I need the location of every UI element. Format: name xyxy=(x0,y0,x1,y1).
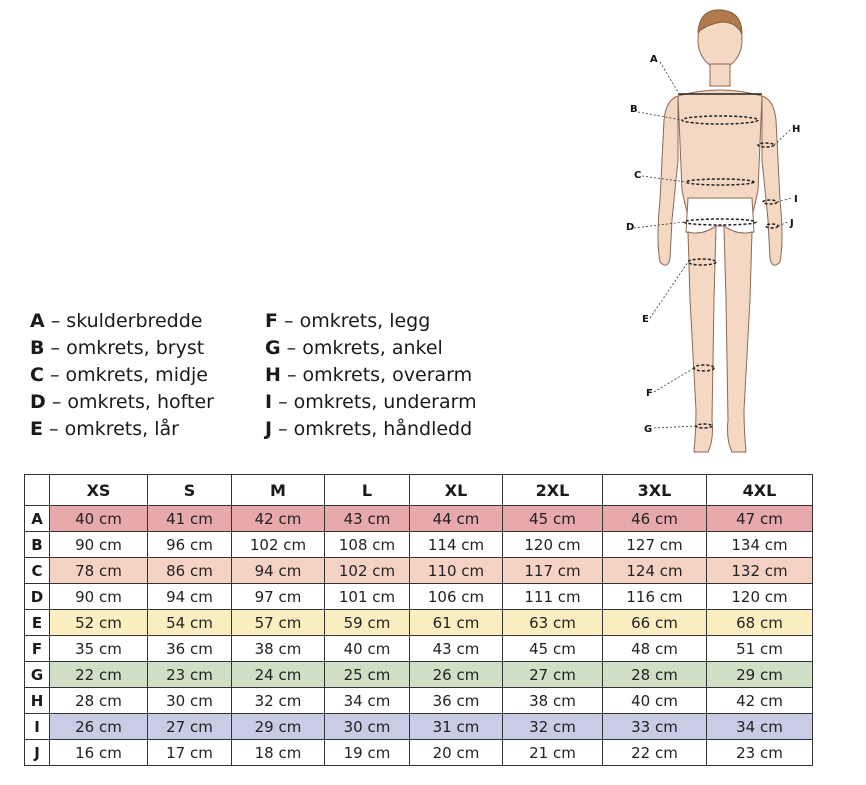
table-cell: 36 cm xyxy=(410,688,503,714)
table-cell: 102 cm xyxy=(232,532,325,558)
table-cell: 94 cm xyxy=(232,558,325,584)
table-cell: 28 cm xyxy=(50,688,148,714)
table-cell: 20 cm xyxy=(410,740,503,766)
table-row xyxy=(25,584,813,610)
legend-text: – omkrets, overarm xyxy=(280,364,473,386)
legend-right-column xyxy=(265,308,477,443)
table-cell: 41 cm xyxy=(148,506,232,532)
legend-letter: I xyxy=(265,391,273,413)
legend-text: – omkrets, håndledd xyxy=(272,418,473,440)
table-cell: 18 cm xyxy=(232,740,325,766)
figure-label-c: C xyxy=(634,170,642,181)
column-header: L xyxy=(325,475,410,506)
row-label: A xyxy=(25,506,50,532)
corner-cell xyxy=(25,475,50,506)
legend-letter: G xyxy=(265,337,281,359)
legend-item-c xyxy=(30,362,214,389)
legend-text: – skulderbredde xyxy=(44,310,203,332)
legend-item-f xyxy=(265,308,477,335)
legend-item-b xyxy=(30,335,214,362)
table-row xyxy=(25,662,813,688)
table-cell: 23 cm xyxy=(707,740,813,766)
legend-item-i xyxy=(265,389,477,416)
table-cell: 124 cm xyxy=(603,558,707,584)
size-table xyxy=(24,474,813,766)
table-cell: 96 cm xyxy=(148,532,232,558)
table-cell: 114 cm xyxy=(410,532,503,558)
table-row xyxy=(25,636,813,662)
table-cell: 24 cm xyxy=(232,662,325,688)
table-row xyxy=(25,532,813,558)
table-cell: 40 cm xyxy=(325,636,410,662)
legend-item-d xyxy=(30,389,214,416)
table-body xyxy=(25,506,813,766)
table-cell: 33 cm xyxy=(603,714,707,740)
table-cell: 54 cm xyxy=(148,610,232,636)
table-cell: 61 cm xyxy=(410,610,503,636)
column-header: 3XL xyxy=(603,475,707,506)
table-cell: 120 cm xyxy=(707,584,813,610)
table-cell: 43 cm xyxy=(410,636,503,662)
figure-label-a: A xyxy=(650,54,658,65)
row-label: H xyxy=(25,688,50,714)
figure-label-j: J xyxy=(790,218,794,229)
table-cell: 21 cm xyxy=(503,740,603,766)
table-cell: 45 cm xyxy=(503,636,603,662)
legend-letter: D xyxy=(30,391,46,413)
table-cell: 29 cm xyxy=(707,662,813,688)
table-cell: 32 cm xyxy=(232,688,325,714)
legend-item-j xyxy=(265,416,477,443)
table-cell: 28 cm xyxy=(603,662,707,688)
legend-item-g xyxy=(265,335,477,362)
table-cell: 90 cm xyxy=(50,584,148,610)
row-label: C xyxy=(25,558,50,584)
table-cell: 30 cm xyxy=(325,714,410,740)
table-cell: 94 cm xyxy=(148,584,232,610)
table-row xyxy=(25,714,813,740)
table-cell: 40 cm xyxy=(50,506,148,532)
table-cell: 59 cm xyxy=(325,610,410,636)
table-cell: 102 cm xyxy=(325,558,410,584)
table-cell: 46 cm xyxy=(603,506,707,532)
legend-text: – omkrets, midje xyxy=(43,364,208,386)
table-cell: 63 cm xyxy=(503,610,603,636)
legend-item-e xyxy=(30,416,214,443)
legend-item-a xyxy=(30,308,214,335)
table-cell: 108 cm xyxy=(325,532,410,558)
figure-label-f: F xyxy=(646,388,653,399)
table-row xyxy=(25,506,813,532)
table-cell: 22 cm xyxy=(603,740,707,766)
table-cell: 30 cm xyxy=(148,688,232,714)
table-cell: 27 cm xyxy=(503,662,603,688)
table-row xyxy=(25,558,813,584)
table-cell: 134 cm xyxy=(707,532,813,558)
table-cell: 47 cm xyxy=(707,506,813,532)
table-cell: 34 cm xyxy=(325,688,410,714)
figure-label-b: B xyxy=(630,104,638,115)
table-cell: 116 cm xyxy=(603,584,707,610)
table-cell: 42 cm xyxy=(707,688,813,714)
legend-letter: H xyxy=(265,364,281,386)
table-cell: 111 cm xyxy=(503,584,603,610)
table-cell: 127 cm xyxy=(603,532,707,558)
table-cell: 17 cm xyxy=(148,740,232,766)
table-cell: 101 cm xyxy=(325,584,410,610)
table-cell: 40 cm xyxy=(603,688,707,714)
table-cell: 97 cm xyxy=(232,584,325,610)
legend-text: – omkrets, legg xyxy=(277,310,431,332)
table-header-row xyxy=(25,475,813,506)
row-label: F xyxy=(25,636,50,662)
table-cell: 78 cm xyxy=(50,558,148,584)
legend-text: – omkrets, hofter xyxy=(45,391,214,413)
body-measurement-illustration xyxy=(590,0,850,470)
legend-letter: E xyxy=(30,418,43,440)
legend-item-h xyxy=(265,362,477,389)
table-cell: 48 cm xyxy=(603,636,707,662)
table-cell: 27 cm xyxy=(148,714,232,740)
table-cell: 29 cm xyxy=(232,714,325,740)
row-label: I xyxy=(25,714,50,740)
figure-label-g: G xyxy=(644,424,653,435)
table-cell: 51 cm xyxy=(707,636,813,662)
figure-label-h: H xyxy=(792,124,801,135)
table-row xyxy=(25,610,813,636)
table-cell: 52 cm xyxy=(50,610,148,636)
legend-letter: C xyxy=(30,364,44,386)
row-label: G xyxy=(25,662,50,688)
figure-label-i: I xyxy=(794,194,798,205)
table-cell: 34 cm xyxy=(707,714,813,740)
table-cell: 68 cm xyxy=(707,610,813,636)
table-cell: 16 cm xyxy=(50,740,148,766)
table-cell: 110 cm xyxy=(410,558,503,584)
table-row xyxy=(25,740,813,766)
table-cell: 86 cm xyxy=(148,558,232,584)
column-header: XL xyxy=(410,475,503,506)
figure-label-d: D xyxy=(626,222,635,233)
table-cell: 35 cm xyxy=(50,636,148,662)
legend-text: – omkrets, bryst xyxy=(44,337,205,359)
table-cell: 23 cm xyxy=(148,662,232,688)
row-label: J xyxy=(25,740,50,766)
table-cell: 45 cm xyxy=(503,506,603,532)
table-cell: 26 cm xyxy=(410,662,503,688)
table-cell: 117 cm xyxy=(503,558,603,584)
table-cell: 22 cm xyxy=(50,662,148,688)
legend-letter: B xyxy=(30,337,45,359)
table-cell: 38 cm xyxy=(503,688,603,714)
legend-text: – omkrets, lår xyxy=(42,418,179,440)
table-cell: 120 cm xyxy=(503,532,603,558)
table-cell: 42 cm xyxy=(232,506,325,532)
table-cell: 19 cm xyxy=(325,740,410,766)
row-label: B xyxy=(25,532,50,558)
legend-text: – omkrets, underarm xyxy=(272,391,477,413)
body-figure xyxy=(658,10,782,452)
table-cell: 44 cm xyxy=(410,506,503,532)
table-cell: 90 cm xyxy=(50,532,148,558)
table-cell: 25 cm xyxy=(325,662,410,688)
legend-letter: F xyxy=(265,310,278,332)
table-cell: 106 cm xyxy=(410,584,503,610)
column-header: S xyxy=(148,475,232,506)
table-cell: 31 cm xyxy=(410,714,503,740)
table-cell: 32 cm xyxy=(503,714,603,740)
table-row xyxy=(25,688,813,714)
legend-letter: A xyxy=(30,310,45,332)
column-header: XS xyxy=(50,475,148,506)
legend-left-column xyxy=(30,308,214,443)
legend-text: – omkrets, ankel xyxy=(280,337,443,359)
table-cell: 57 cm xyxy=(232,610,325,636)
legend-letter: J xyxy=(265,418,273,440)
table-cell: 43 cm xyxy=(325,506,410,532)
table-cell: 66 cm xyxy=(603,610,707,636)
row-label: E xyxy=(25,610,50,636)
table-cell: 36 cm xyxy=(148,636,232,662)
column-header: 2XL xyxy=(503,475,603,506)
table-cell: 132 cm xyxy=(707,558,813,584)
column-header: M xyxy=(232,475,325,506)
row-label: D xyxy=(25,584,50,610)
table-cell: 38 cm xyxy=(232,636,325,662)
column-header: 4XL xyxy=(707,475,813,506)
figure-label-e: E xyxy=(642,314,649,325)
table-cell: 26 cm xyxy=(50,714,148,740)
